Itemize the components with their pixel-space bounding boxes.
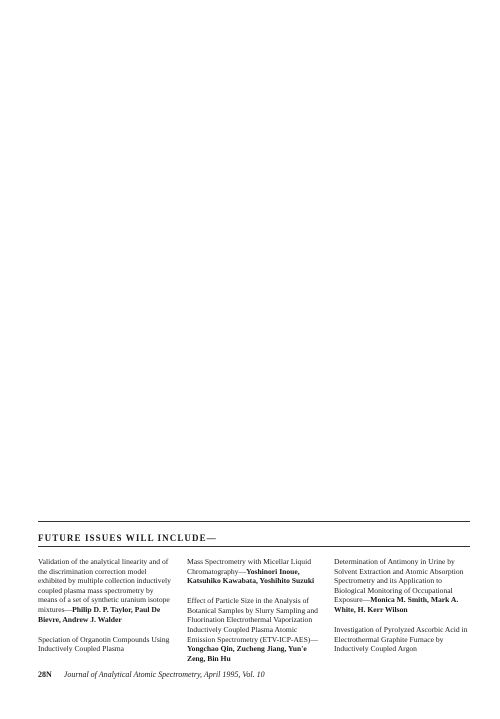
column-2 [187, 557, 323, 674]
heading-rule [38, 546, 470, 547]
article-title: Investigation of Pyrolyzed Ascorbic Acid in Electrothermal Graphite Furnace by Inductively Coupled Argon [334, 625, 468, 654]
page-number: 28N [38, 670, 52, 679]
article-entry [187, 596, 323, 663]
top-rule [38, 521, 470, 522]
article-entry [334, 557, 470, 615]
journal-citation: Journal of Analytical Atomic Spectrometry, April 1995, Vol. 10 [63, 670, 265, 679]
column-3 [334, 557, 470, 664]
article-authors: Philip D. P. Taylor, Paul De Bievre, Andrew J. Walder [38, 604, 161, 624]
section-heading: FUTURE ISSUES WILL INCLUDE— [38, 533, 217, 543]
article-entry [334, 625, 470, 654]
article-title: Effect of Particle Size in the Analysis of Botanical Samples by Slurry Sampling and Fluorination Electrothermal Vaporization Inductively Coupled Plasma Atomic Emission Spectrometry (ETV-ICP-AES)— [187, 596, 318, 644]
article-entry [38, 557, 174, 624]
column-1 [38, 557, 174, 664]
article-authors: Monica M. Smith, Mark A. White, H. Kerr Wilson [334, 595, 459, 614]
article-authors: Yongchao Qin, Zucheng Jiang, Yun'e Zeng, Bin Hu [187, 644, 307, 663]
article-entry [38, 635, 174, 654]
page-footer [38, 670, 265, 679]
article-authors: Yoshinori Inoue, Katsuhiko Kawabata, Yoshihito Suzuki [187, 566, 315, 586]
article-title: Mass Spectrometry with Micellar Liquid Chromatography— [187, 557, 312, 576]
article-title: Determination of Antimony in Urine by Solvent Extraction and Atomic Absorption Spectrometry and its Application to Biological Monitoring of Occupational Exposure— [334, 557, 464, 605]
article-title: Speciation of Organotin Compounds Using Inductively Coupled Plasma [38, 634, 170, 654]
article-entry [187, 557, 323, 586]
article-title: Validation of the analytical linearity and of the discrimination correction model exhibited by multiple collection inductively coupled plasma mass spectrometry by means of a set of synthetic uranium isotope mixtures— [38, 557, 171, 614]
